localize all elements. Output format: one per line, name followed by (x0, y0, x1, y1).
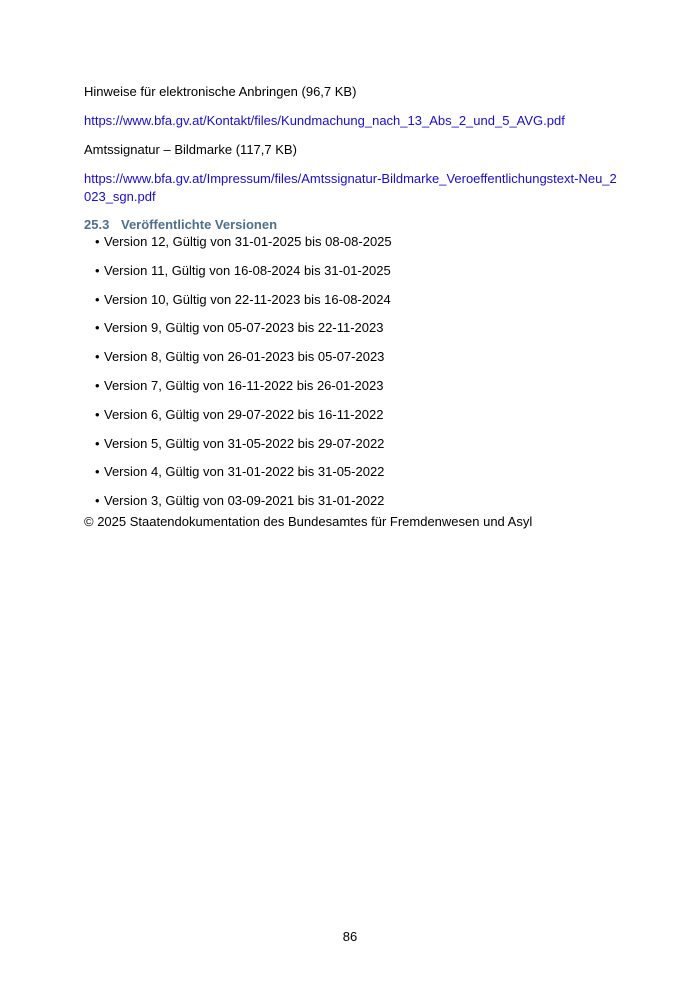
version-list-item (95, 262, 624, 291)
version-text: Version 11, Gültig von 16-08-2024 bis 31-01-2025 (104, 262, 391, 278)
attachment-link-amtssignatur-paragraph (84, 170, 624, 206)
version-list-item (95, 463, 624, 492)
version-text: Version 5, Gültig von 31-05-2022 bis 29-07-2022 (104, 435, 385, 451)
attachment-link-amtssignatur-line2[interactable]: 023_sgn.pdf (84, 189, 156, 204)
version-text: Version 12, Gültig von 31-01-2025 bis 08-08-2025 (104, 234, 392, 249)
bullet-icon: • (95, 320, 100, 336)
version-list-item (95, 291, 624, 320)
bullet-icon: • (95, 464, 100, 480)
attachment-link-amtssignatur[interactable] (84, 171, 617, 204)
attachment-label-amtssignatur: Amtssignatur – Bildmarke (117,7 KB) (84, 142, 297, 157)
version-text: Version 8, Gültig von 26-01-2023 bis 05-07-2023 (104, 349, 385, 365)
version-text: Version 10, Gültig von 22-11-2023 bis 16-08-2024 (104, 291, 391, 307)
version-list-item (95, 233, 624, 262)
bullet-icon: • (95, 291, 100, 307)
version-list-item (95, 406, 624, 435)
bullet-icon: • (95, 377, 100, 393)
version-list (84, 233, 624, 521)
attachment-link-hinweise[interactable]: https://www.bfa.gv.at/Kontakt/files/Kundmachung_nach_13_Abs_2_und_5_AVG.pdf (84, 113, 565, 128)
version-text: Version 6, Gültig von 29-07-2022 bis 16-11-2022 (104, 406, 384, 422)
attachment-link-hinweise-paragraph (84, 112, 624, 130)
version-list-item (95, 377, 624, 406)
section-heading (84, 217, 624, 233)
version-list-item (95, 348, 624, 377)
bullet-icon: • (95, 234, 100, 249)
section-number: 25.3 (84, 217, 110, 232)
bullet-icon: • (95, 406, 100, 422)
version-text: Version 9, Gültig von 05-07-2023 bis 22-11-2023 (104, 320, 384, 336)
bullet-icon: • (95, 435, 100, 451)
version-text: Version 3, Gültig von 03-09-2021 bis 31-01-2022 (104, 493, 385, 509)
section-title: Veröffentlichte Versionen (121, 217, 278, 232)
copyright-notice: © 2025 Staatendokumentation des Bundesamtes für Fremdenwesen und Asyl (84, 513, 533, 529)
page-number: 86 (342, 929, 358, 944)
bullet-icon: • (95, 349, 100, 365)
bullet-icon: • (95, 262, 100, 278)
attachment-link-amtssignatur-line1[interactable]: https://www.bfa.gv.at/Impressum/files/Amtssignatur-Bildmarke_Veroeffentlichungstext-Neu_2 (84, 171, 617, 186)
version-text: Version 4, Gültig von 31-01-2022 bis 31-05-2022 (104, 464, 385, 480)
page-content (84, 83, 624, 531)
version-list-item (95, 319, 624, 348)
bullet-icon: • (95, 493, 100, 509)
attachment-label-hinweise: Hinweise für elektronische Anbringen (96,7 KB) (84, 84, 357, 99)
version-text: Version 7, Gültig von 16-11-2022 bis 26-01-2023 (104, 377, 384, 393)
version-list-item (95, 435, 624, 464)
